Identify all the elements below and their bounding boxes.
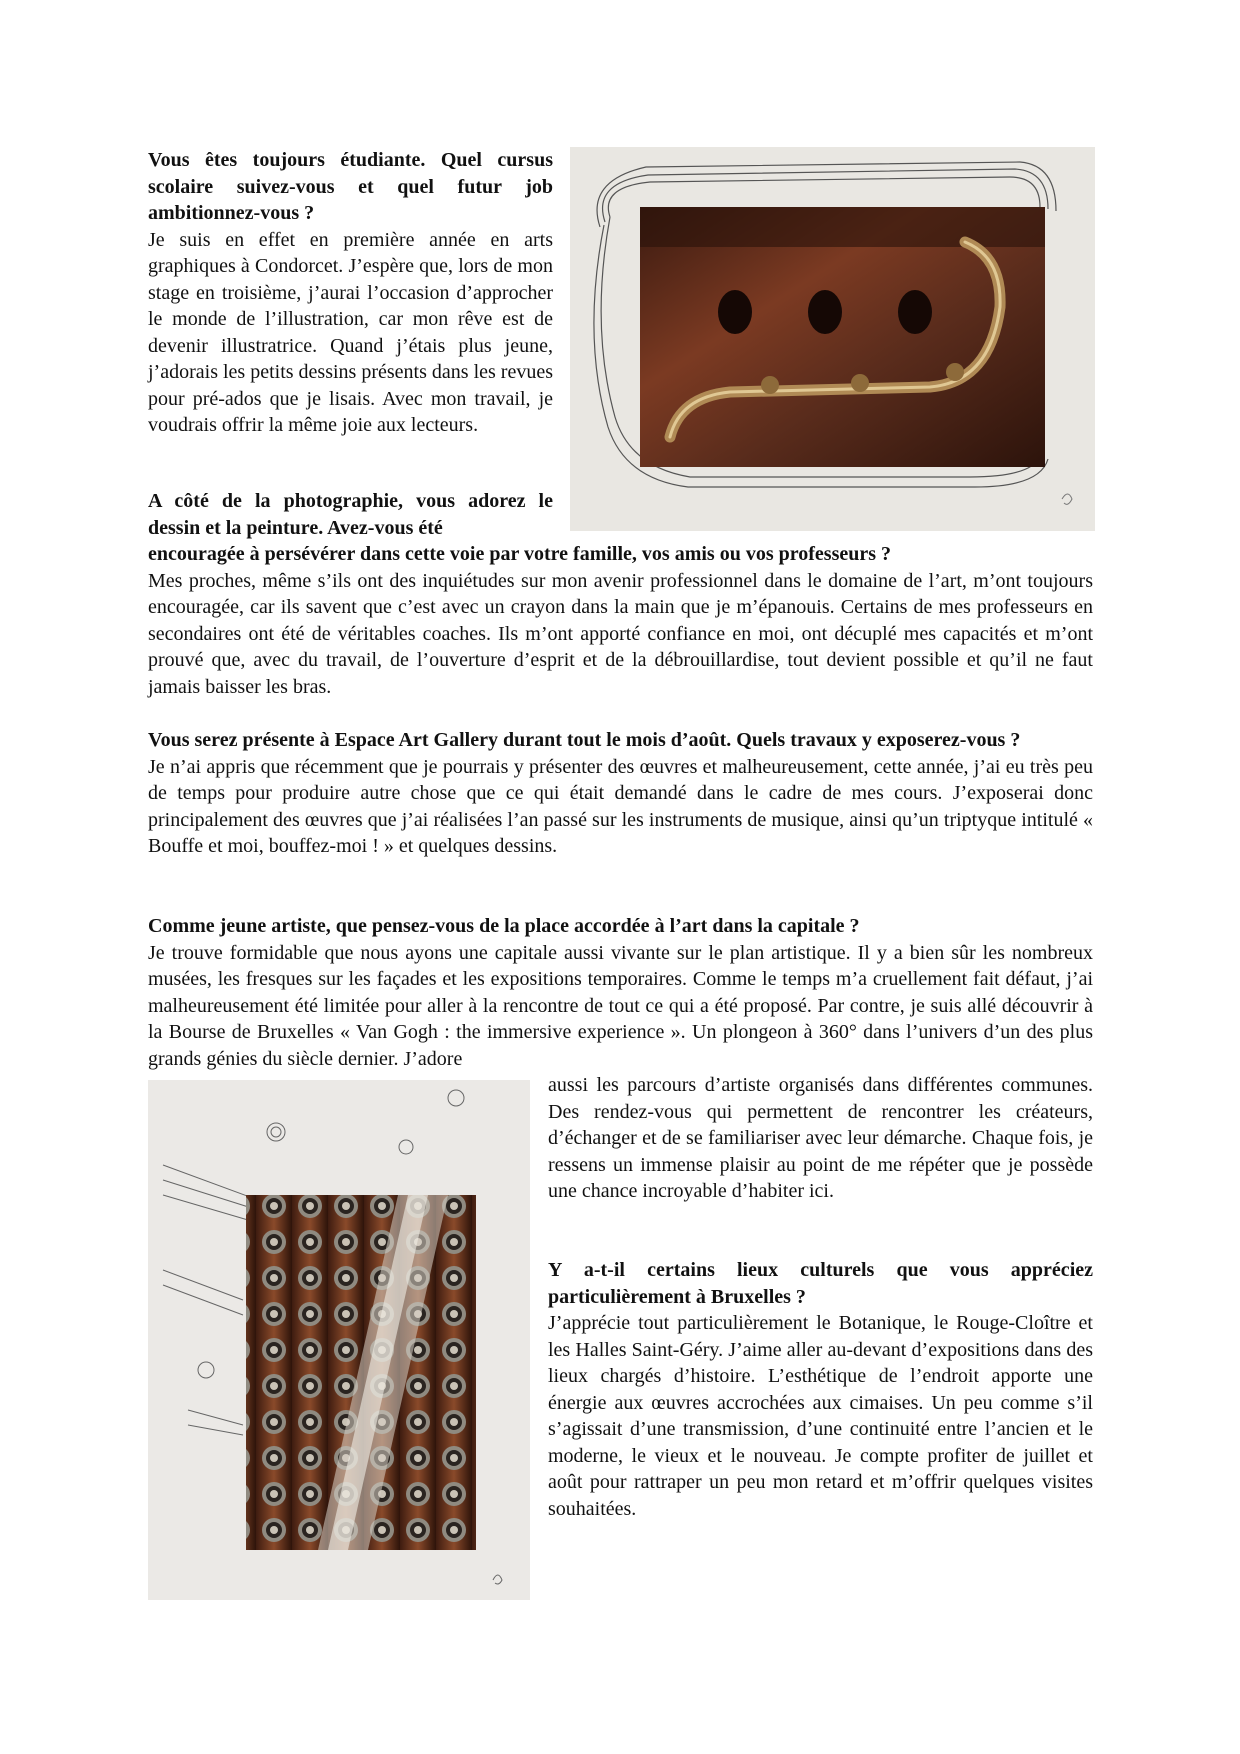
- artwork-headstock-svg: [570, 147, 1095, 531]
- answer-4-part-1: Je trouve formidable que nous ayons une capitale aussi vivante sur le plan artistique. Il y a bien sûr les nombreux musées, les fresques sur les façades et les expositions temporaires. Comme le temps m’a cruellement fait défaut, j’ai malheureusement été limitée pour aller à la rencontre de tout ce qui a été proposé. Par contre, je suis allé découvrir à la Bourse de Bruxelles « Van Gogh : the immersive experience ». Un plongeon à 360° dans l’univers d’un des plus grands génies du siècle dernier. J’adore: [148, 941, 1093, 1070]
- section-1: [148, 147, 553, 439]
- section-4-continued: [548, 1072, 1093, 1205]
- answer-2: Mes proches, même s’ils ont des inquiétudes sur mon avenir professionnel dans le domaine de l’art, m’ont toujours encouragée, car ils savent que c’est avec un crayon dans la main que je m’épanouis. Certains de mes professeurs en secondaires ont été de véritables coaches. Ils m’ont apporté confiance en moi, ont décuplé mes capacités et m’ont prouvé que, avec du travail, de l’ouverture d’esprit et de la débrouillardise, tout devient possible et qu’il ne faut jamais baisser les bras.: [148, 569, 1093, 698]
- question-3: Vous serez présente à Espace Art Gallery durant tout le mois d’août. Quels travaux y exposerez-vous ?: [148, 729, 1021, 751]
- section-2: [148, 541, 1093, 700]
- section-5: [548, 1257, 1093, 1522]
- answer-4-part-2: aussi les parcours d’artiste organisés dans différentes communes. Des rendez-vous qui permettent de rencontrer les créateurs, d’échanger et de se familiariser avec leur démarche. Chaque fois, je ressens un immense plaisir au point de me répéter que je possède une chance incroyable d’habiter ici.: [548, 1074, 1093, 1202]
- question-4: Comme jeune artiste, que pensez-vous de la place accordée à l’art dans la capitale ?: [148, 915, 860, 937]
- answer-5: J’apprécie tout particulièrement le Botanique, le Rouge-Cloître et les Halles Saint-Géry. J’aime aller au-devant d’expositions dans des lieux chargés d’histoire. L’esthétique de l’endroit apporte une énergie aux œuvres accrochées aux cimaises. Un peu comme s’il s’agissait d’une transmission, d’une continuité entre l’ancien et le moderne, le vieux et le nouveau. Je compte profiter de juillet et août pour rattraper un peu mon retard et m’offrir quelques visites souhaitées.: [548, 1312, 1093, 1520]
- artwork-piano-image: [148, 1080, 530, 1600]
- section-4: [148, 913, 1093, 1072]
- answer-1: Je suis en effet en première année en arts graphiques à Condorcet. J’espère que, lors de mon stage en troisième, j’aurai l’occasion d’approcher le monde de l’illustration, car mon rêve est de devenir illustratrice. Quand j’étais plus jeune, j’adorais les petits dessins présents dans les revues pour pré-ados que je lisais. Avec mon travail, je voudrais offrir la même joie aux lecteurs.: [148, 228, 553, 436]
- question-5: Y a-t-il certains lieux culturels que vous appréciez particulièrement à Bruxelles ?: [548, 1259, 1093, 1308]
- artwork-piano-svg: [148, 1080, 530, 1600]
- question-1: Vous êtes toujours étudiante. Quel cursus scolaire suivez-vous et quel futur job ambitionnez-vous ?: [148, 149, 553, 224]
- section-2-question-top: [148, 488, 553, 541]
- artwork-headstock-image: [570, 147, 1095, 531]
- answer-3: Je n’ai appris que récemment que je pourrais y présenter des œuvres et malheureusement, cette année, j’ai eu très peu de temps pour produire autre chose que ce qui était demandé dans le cadre de mes cours. J’exposerai donc principalement des œuvres que j’ai réalisées l’an passé sur les instruments de musique, ainsi qu’un triptyque intitulé « Bouffe et moi, bouffez-moi ! » et quelques dessins.: [148, 755, 1093, 857]
- question-2-part-1: A côté de la photographie, vous adorez le dessin et la peinture. Avez-vous été: [148, 490, 553, 539]
- section-3: [148, 727, 1093, 860]
- question-2-part-2: encouragée à persévérer dans cette voie par votre famille, vos amis ou vos professeurs ?: [148, 543, 892, 565]
